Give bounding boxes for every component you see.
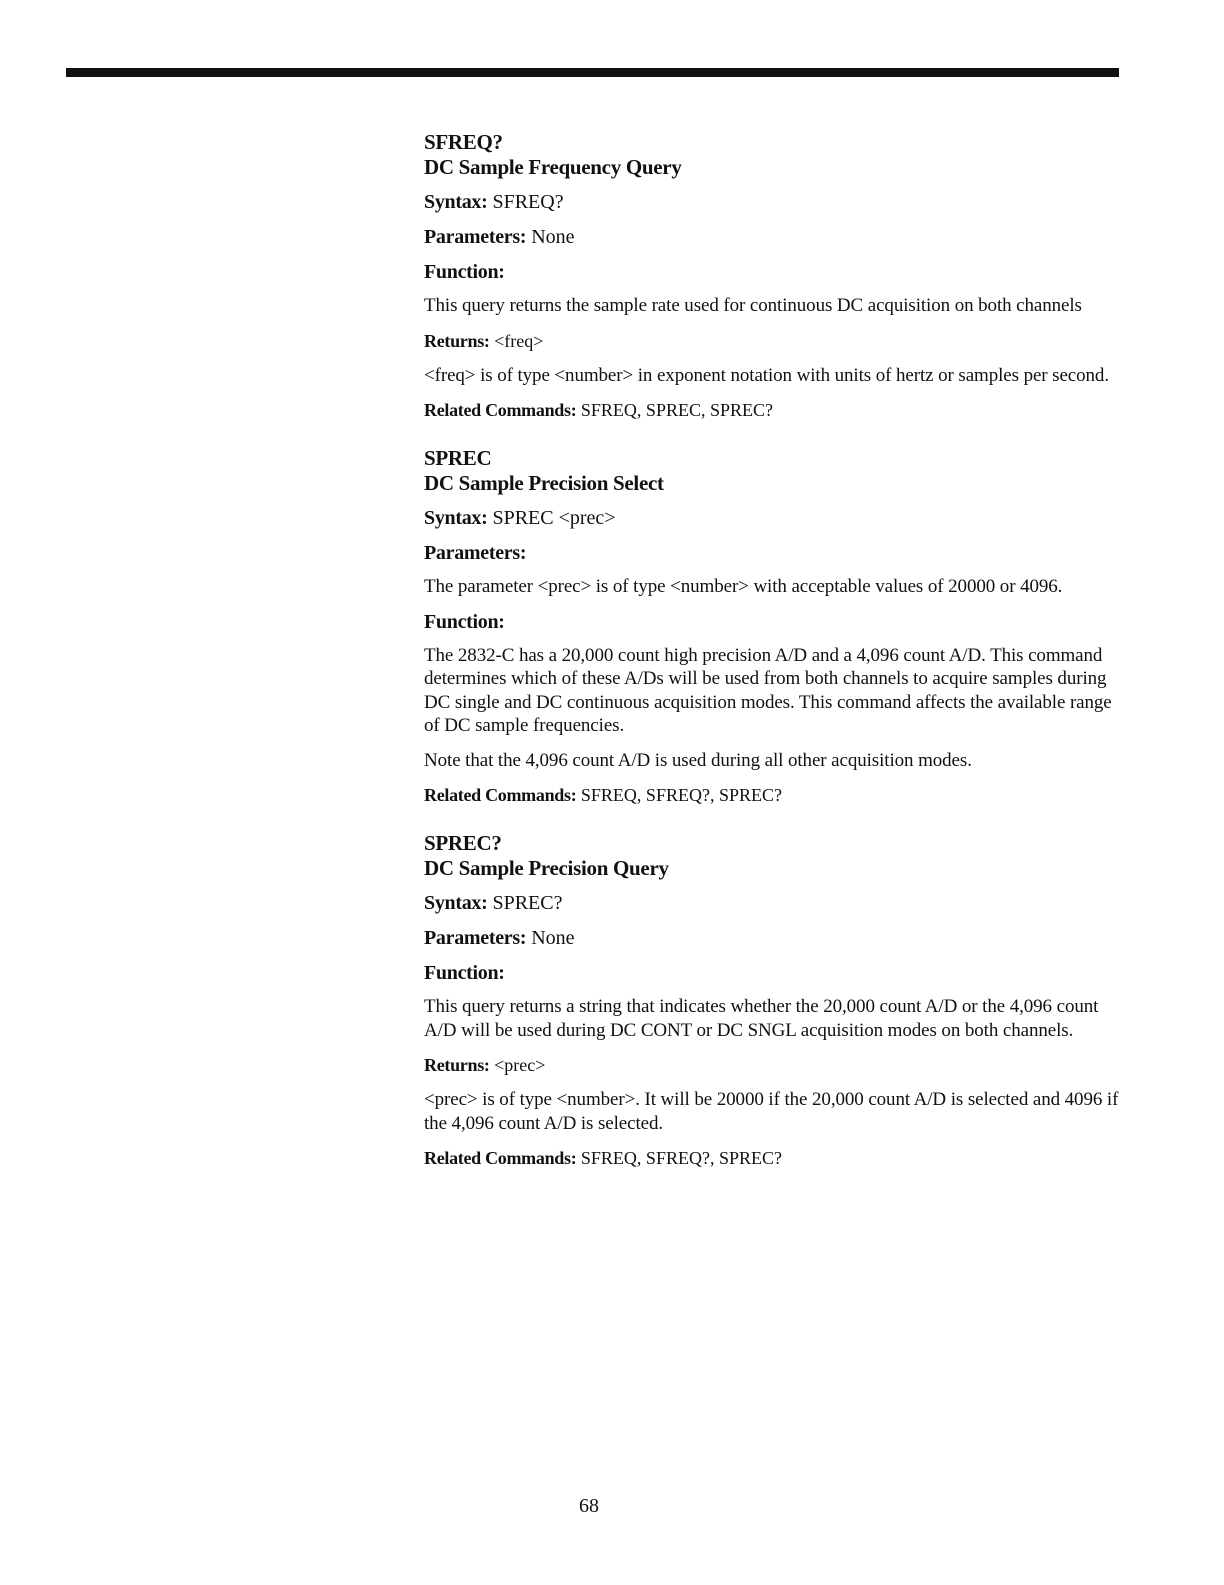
- related-commands-line: [424, 1146, 1124, 1170]
- syntax-line: [424, 190, 1124, 214]
- returns-line: [424, 1053, 1124, 1077]
- returns-label: Returns:: [424, 330, 490, 351]
- syntax-label: Syntax:: [424, 507, 488, 529]
- syntax-line: [424, 506, 1124, 530]
- parameters-line: [424, 926, 1124, 950]
- page-number: 68: [579, 1495, 599, 1517]
- function-heading: Function:: [424, 610, 505, 633]
- command-section-sprec: [424, 446, 1124, 807]
- syntax-label: Syntax:: [424, 191, 488, 213]
- function-heading: Function:: [424, 962, 505, 984]
- related-commands-label: Related Commands:: [424, 1148, 577, 1168]
- syntax-label: Syntax:: [424, 892, 488, 914]
- page-content: [424, 130, 1124, 1194]
- related-commands-value: SFREQ, SPREC, SPREC?: [580, 400, 773, 420]
- command-section-sprec-query: [424, 831, 1124, 1170]
- parameters-label: Parameters:: [424, 927, 527, 949]
- command-title: DC Sample Frequency Query: [424, 155, 682, 179]
- function-text: The 2832-C has a 20,000 count high precision A/D and a 4,096 count A/D. This command determines which of these A/Ds will be used from both channels to acquire samples during DC single and DC continuous acquisition modes. This command affects the available range of DC sample frequencies.: [424, 644, 1112, 736]
- related-commands-label: Related Commands:: [424, 400, 577, 420]
- parameters-value: None: [531, 927, 575, 949]
- returns-line: [424, 329, 1124, 353]
- syntax-line: [424, 891, 1124, 915]
- syntax-value: SPREC?: [492, 892, 563, 914]
- parameters-value: None: [531, 226, 575, 248]
- returns-text: <prec> is of type <number>. It will be 20000 if the 20,000 count A/D is selected and 4096 if the 4,096 count A/D is selected.: [424, 1089, 1119, 1134]
- returns-value: <freq>: [494, 330, 544, 351]
- syntax-value: SFREQ?: [492, 191, 564, 213]
- parameters-text: The parameter <prec> is of type <number> with acceptable values of 20000 or 4096.: [424, 576, 1063, 597]
- command-title: DC Sample Precision Select: [424, 471, 664, 495]
- command-title: DC Sample Precision Query: [424, 856, 669, 880]
- function-text: This query returns the sample rate used for continuous DC acquisition on both channels: [424, 295, 1082, 316]
- returns-text: <freq> is of type <number> in exponent notation with units of hertz or samples per second.: [424, 364, 1109, 386]
- parameters-label: Parameters:: [424, 226, 527, 248]
- function-heading: Function:: [424, 261, 505, 283]
- syntax-value: SPREC <prec>: [492, 507, 616, 529]
- parameters-heading: Parameters:: [424, 542, 527, 564]
- top-rule: [66, 68, 1119, 77]
- parameters-line: [424, 225, 1124, 249]
- returns-value: <prec>: [494, 1055, 546, 1075]
- related-commands-label: Related Commands:: [424, 785, 577, 805]
- function-text: This query returns a string that indicates whether the 20,000 count A/D or the 4,096 count A/D will be used during DC CONT or DC SNGL acquisition modes on both channels.: [424, 996, 1099, 1041]
- related-commands-line: [424, 783, 1124, 807]
- related-commands-value: SFREQ, SFREQ?, SPREC?: [580, 1148, 782, 1168]
- command-name: SPREC?: [424, 831, 502, 855]
- command-name: SPREC: [424, 446, 492, 470]
- related-commands-value: SFREQ, SFREQ?, SPREC?: [580, 785, 782, 805]
- command-name: SFREQ?: [424, 130, 503, 154]
- related-commands-line: [424, 398, 1124, 422]
- note-text: Note that the 4,096 count A/D is used during all other acquisition modes.: [424, 749, 972, 771]
- returns-label: Returns:: [424, 1055, 490, 1075]
- command-section-sfreq-query: [424, 130, 1124, 422]
